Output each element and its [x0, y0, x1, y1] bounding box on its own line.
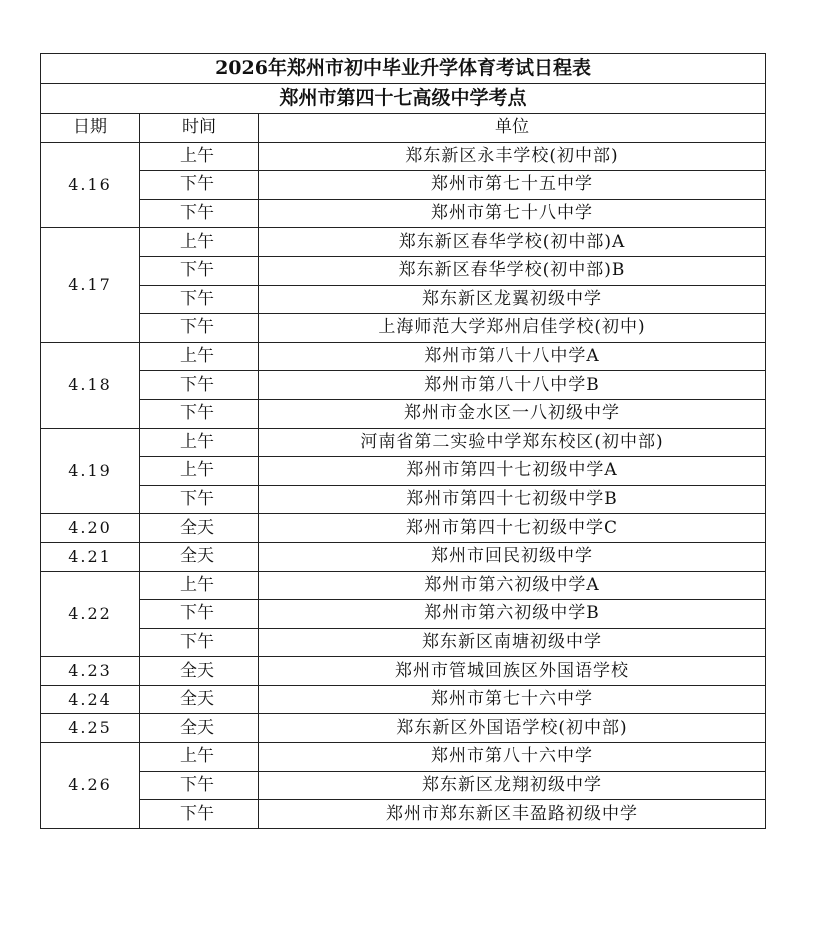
schedule-table — [40, 53, 766, 829]
table-row — [41, 657, 766, 686]
date-cell: 4.24 — [41, 685, 140, 714]
unit-cell: 郑州市回民初级中学 — [259, 542, 766, 571]
time-cell: 上午 — [140, 228, 259, 257]
unit-cell: 郑东新区龙翔初级中学 — [259, 771, 766, 800]
table-row — [41, 142, 766, 171]
time-cell: 下午 — [140, 371, 259, 400]
table-row — [41, 714, 766, 743]
time-cell: 全天 — [140, 714, 259, 743]
table-row — [41, 371, 766, 400]
unit-cell: 郑州市第八十八中学B — [259, 371, 766, 400]
unit-cell: 郑州市第八十八中学A — [259, 342, 766, 371]
table-row — [41, 628, 766, 657]
title-row — [41, 54, 766, 84]
unit-cell: 郑州市第四十七初级中学B — [259, 485, 766, 514]
date-cell: 4.21 — [41, 542, 140, 571]
table-row — [41, 571, 766, 600]
table-row — [41, 285, 766, 314]
unit-cell: 郑州市第六初级中学B — [259, 600, 766, 629]
time-cell: 下午 — [140, 199, 259, 228]
unit-cell: 郑东新区永丰学校(初中部) — [259, 142, 766, 171]
unit-cell: 郑东新区南塘初级中学 — [259, 628, 766, 657]
table-row — [41, 771, 766, 800]
table-row — [41, 428, 766, 457]
time-cell: 下午 — [140, 314, 259, 343]
header-unit: 单位 — [259, 114, 766, 143]
table-row — [41, 685, 766, 714]
unit-cell: 上海师范大学郑州启佳学校(初中) — [259, 314, 766, 343]
table-title: 2026年郑州市初中毕业升学体育考试日程表 — [41, 54, 766, 84]
table-subtitle: 郑州市第四十七高级中学考点 — [41, 84, 766, 114]
unit-cell: 郑东新区龙翼初级中学 — [259, 285, 766, 314]
date-cell: 4.26 — [41, 743, 140, 829]
time-cell: 下午 — [140, 285, 259, 314]
header-time: 时间 — [140, 114, 259, 143]
unit-cell: 郑东新区春华学校(初中部)B — [259, 256, 766, 285]
table-row — [41, 542, 766, 571]
table-row — [41, 514, 766, 543]
unit-cell: 郑州市第四十七初级中学A — [259, 457, 766, 486]
time-cell: 下午 — [140, 771, 259, 800]
time-cell: 下午 — [140, 171, 259, 200]
time-cell: 下午 — [140, 628, 259, 657]
time-cell: 上午 — [140, 571, 259, 600]
time-cell: 全天 — [140, 514, 259, 543]
table-row — [41, 228, 766, 257]
time-cell: 上午 — [140, 743, 259, 772]
date-cell: 4.23 — [41, 657, 140, 686]
time-cell: 下午 — [140, 600, 259, 629]
date-cell: 4.20 — [41, 514, 140, 543]
schedule-body — [41, 54, 766, 829]
subtitle-row — [41, 84, 766, 114]
time-cell: 下午 — [140, 485, 259, 514]
table-row — [41, 600, 766, 629]
time-cell: 下午 — [140, 256, 259, 285]
table-row — [41, 399, 766, 428]
unit-cell: 郑东新区春华学校(初中部)A — [259, 228, 766, 257]
unit-cell: 郑州市第七十五中学 — [259, 171, 766, 200]
time-cell: 全天 — [140, 685, 259, 714]
table-row — [41, 342, 766, 371]
unit-cell: 郑州市管城回族区外国语学校 — [259, 657, 766, 686]
time-cell: 上午 — [140, 428, 259, 457]
unit-cell: 郑州市第六初级中学A — [259, 571, 766, 600]
time-cell: 全天 — [140, 542, 259, 571]
date-cell: 4.25 — [41, 714, 140, 743]
unit-cell: 郑州市第八十六中学 — [259, 743, 766, 772]
time-cell: 下午 — [140, 800, 259, 829]
unit-cell: 郑州市金水区一八初级中学 — [259, 399, 766, 428]
time-cell: 下午 — [140, 399, 259, 428]
table-row — [41, 800, 766, 829]
table-row — [41, 314, 766, 343]
table-row — [41, 457, 766, 486]
time-cell: 上午 — [140, 457, 259, 486]
header-row — [41, 114, 766, 143]
time-cell: 上午 — [140, 342, 259, 371]
table-row — [41, 743, 766, 772]
unit-cell: 郑东新区外国语学校(初中部) — [259, 714, 766, 743]
table-row — [41, 199, 766, 228]
time-cell: 上午 — [140, 142, 259, 171]
table-row — [41, 485, 766, 514]
date-cell: 4.18 — [41, 342, 140, 428]
unit-cell: 郑州市第七十六中学 — [259, 685, 766, 714]
unit-cell: 郑州市第四十七初级中学C — [259, 514, 766, 543]
unit-cell: 郑州市郑东新区丰盈路初级中学 — [259, 800, 766, 829]
time-cell: 全天 — [140, 657, 259, 686]
table-row — [41, 171, 766, 200]
date-cell: 4.16 — [41, 142, 140, 228]
header-date: 日期 — [41, 114, 140, 143]
date-cell: 4.22 — [41, 571, 140, 657]
unit-cell: 郑州市第七十八中学 — [259, 199, 766, 228]
unit-cell: 河南省第二实验中学郑东校区(初中部) — [259, 428, 766, 457]
date-cell: 4.19 — [41, 428, 140, 514]
date-cell: 4.17 — [41, 228, 140, 342]
table-row — [41, 256, 766, 285]
